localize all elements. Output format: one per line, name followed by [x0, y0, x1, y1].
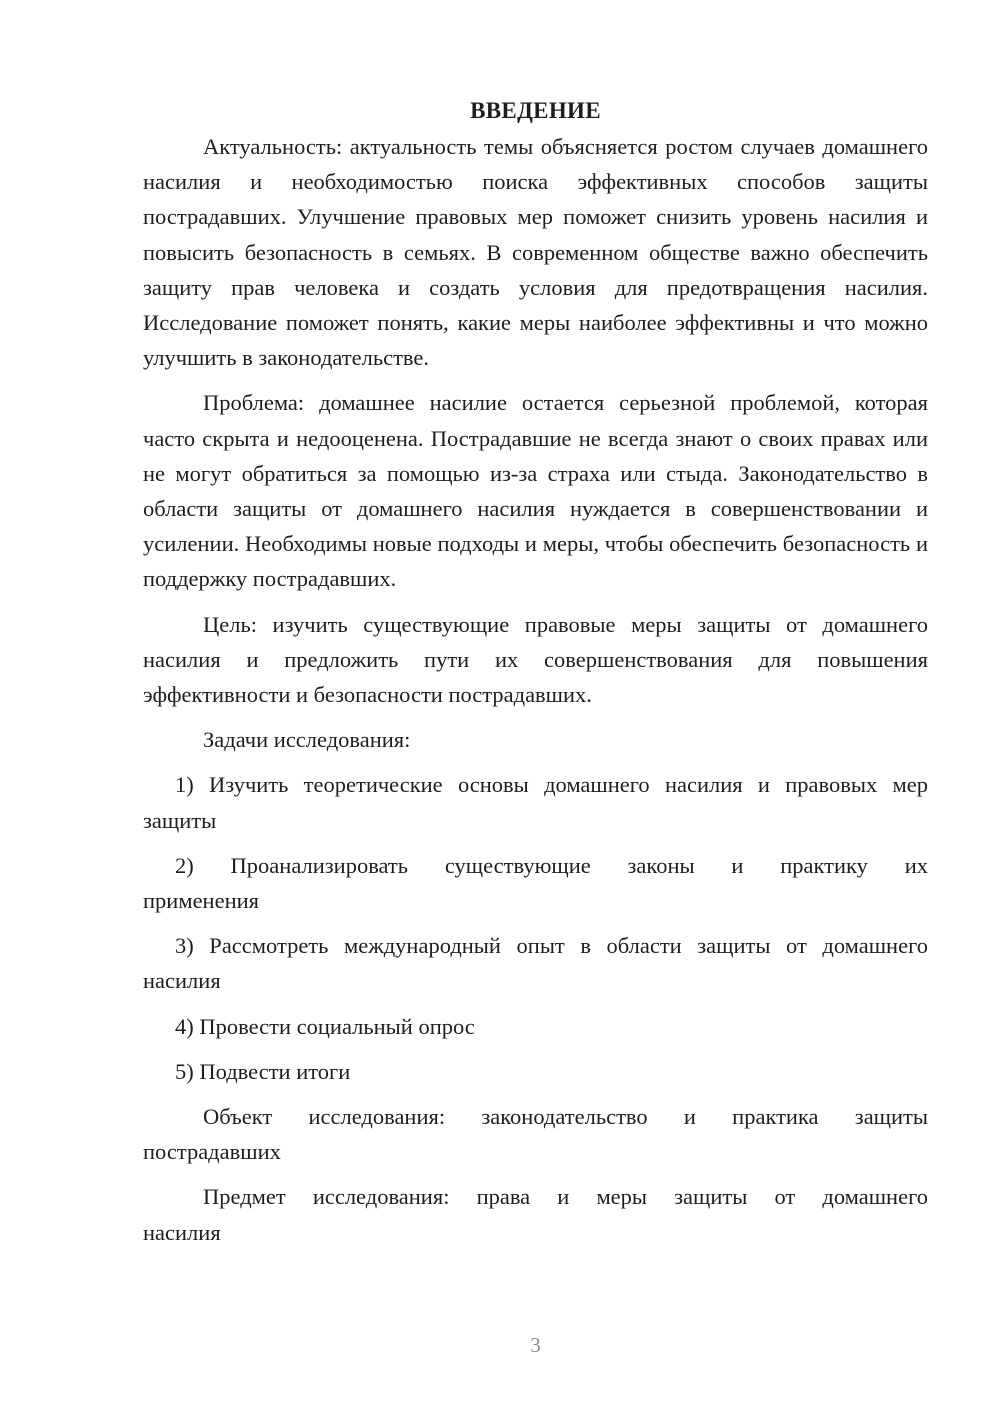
page-number: 3 [530, 1333, 541, 1357]
task-item-1 [143, 767, 928, 837]
task-item-1-line1: 1) Изучить теоретические основы домашнего насилия и правовых мер [175, 772, 928, 798]
task-item-2-line2: применения [143, 888, 260, 914]
paragraph-problem: Проблема: домашнее насилие остается серьезной проблемой, которая часто скрыта и недооценена. Пострадавшие не всегда знают о своих правах или не могут обратиться за помощью из-за страха или стыда. Законодательство в области защиты от домашнего насилия нуждается в совершенствовании и усилении. Необходимы новые подходы и меры, чтобы обеспечить безопасность и поддержку пострадавших. [143, 390, 928, 592]
task-item-4 [143, 1009, 928, 1044]
task-item-2-line1: 2) Проанализировать существующие законы и практику их [175, 852, 928, 878]
paragraph-subject-line1: Предмет исследования: права и меры защиты от домашнего [203, 1184, 928, 1210]
paragraph-subject [143, 1179, 928, 1249]
task-item-4-text: 4) Провести социальный опрос [175, 1013, 475, 1039]
paragraph-subject-line2: насилия [143, 1219, 221, 1245]
paragraph-object [143, 1099, 928, 1169]
tasks-heading: Задачи исследования: [203, 727, 411, 753]
task-item-5-text: 5) Подвести итоги [175, 1058, 351, 1084]
task-item-5 [143, 1054, 928, 1089]
task-item-3-line2: насилия [143, 968, 221, 994]
task-item-2 [143, 848, 928, 918]
paragraph-object-line2: пострадавших [143, 1139, 281, 1165]
task-item-3 [143, 928, 928, 998]
section-heading: ВВЕДЕНИЕ [470, 98, 601, 123]
task-item-3-line1: 3) Рассмотреть международный опыт в области защиты от домашнего [175, 933, 928, 959]
page-content [143, 93, 928, 1250]
task-item-1-line2: защиты [143, 807, 217, 833]
paragraph-relevance: Актуальность: актуальность темы объясняется ростом случаев домашнего насилия и необходимостью поиска эффективных способов защиты пострадавших. Улучшение правовых мер поможет снизить уровень насилия и повысить безопасность в семьях. В современном обществе важно обеспечить защиту прав человека и создать условия для предотвращения насилия. Исследование поможет понять, какие меры наиболее эффективны и что можно улучшить в законодательстве. [143, 134, 928, 371]
paragraph-object-line1: Объект исследования: законодательство и практика защиты [203, 1104, 928, 1130]
paragraph-goal: Цель: изучить существующие правовые меры защиты от домашнего насилия и предложить пути их совершенствования для повышения эффективности и безопасности пострадавших. [143, 611, 928, 708]
